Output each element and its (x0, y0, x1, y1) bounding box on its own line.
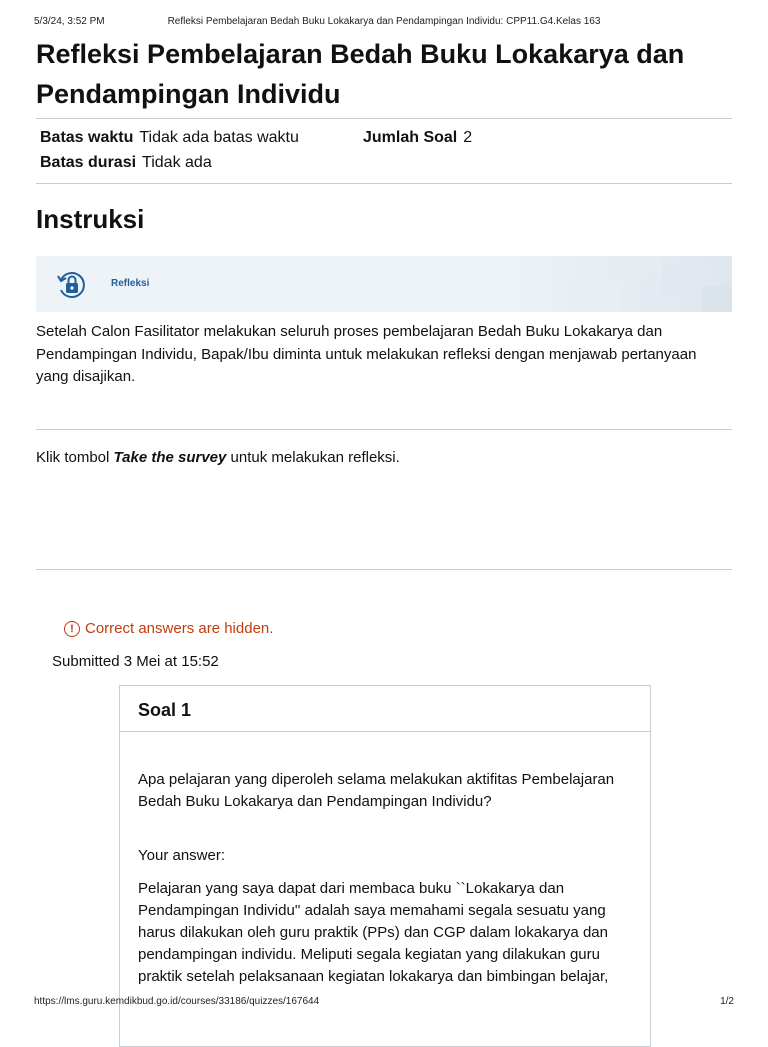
submitted-timestamp: Submitted 3 Mei at 15:52 (52, 653, 219, 670)
question-title: Soal 1 (138, 700, 192, 720)
print-header (34, 16, 734, 30)
question-count-label: Jumlah Soal (363, 129, 458, 146)
instruction-click (36, 447, 732, 470)
time-limit-row (40, 129, 299, 147)
divider (36, 569, 732, 570)
question-header (120, 686, 650, 732)
click-prefix: Klik tombol (36, 448, 114, 466)
question-count-value: 2 (463, 129, 473, 146)
banner-decoration (702, 286, 732, 312)
duration-value: Tidak ada (142, 154, 212, 171)
print-footer (34, 996, 734, 1010)
answer-label: Your answer: (138, 847, 225, 864)
exclamation-circle-icon: ! (64, 621, 80, 637)
quiz-content (36, 34, 732, 570)
alert-text: Correct answers are hidden. (85, 620, 274, 637)
answer-text: Pelajaran yang saya dapat dari membaca buku ``Lokakarya dan Pendampingan Individu'' adalah saya memahami segala sesuatu yang harus dilakukan oleh guru praktik (PPs) dan CGP dalam lokakarya dan pendampingan individu. Meliputi segala kegiatan yang dilakukan guru praktik setelah pelaksanaan kegiatan lokakarya dan bimbingan belajar, (138, 880, 609, 985)
instructions-heading: Instruksi (36, 204, 145, 234)
duration-row (40, 154, 212, 172)
duration-label: Batas durasi (40, 154, 137, 171)
question-card (119, 685, 651, 1047)
refresh-lock-icon (55, 268, 89, 302)
reflection-banner (36, 256, 732, 312)
print-datetime: 5/3/24, 3:52 PM (34, 16, 105, 27)
quiz-meta (36, 119, 732, 183)
question-text: Apa pelajaran yang diperoleh selama melakukan aktifitas Pembelajaran Bedah Buku Lokakarya dan Pendampingan Individu? (138, 771, 615, 810)
print-page-number: 1/2 (720, 996, 734, 1007)
banner-label: Refleksi (111, 278, 150, 289)
question-count-row (363, 129, 472, 147)
print-doc-title: Refleksi Pembelajaran Bedah Buku Lokakarya dan Pendampingan Individu: CPP11.G4.Kelas 163 (167, 16, 601, 27)
banner-decoration (622, 256, 662, 274)
banner-decoration (562, 282, 622, 312)
instruction-paragraph: Setelah Calon Fasilitator melakukan seluruh proses pembelajaran Bedah Buku Lokakarya dan Pendampingan Individu, Bapak/Ibu diminta untuk melakukan refleksi dengan menjawab pertanyaan yang disajikan. (36, 323, 697, 385)
click-suffix: untuk melakukan refleksi. (226, 448, 400, 466)
print-url: https://lms.guru.kemdikbud.go.id/courses/33186/quizzes/167644 (34, 996, 320, 1007)
page-title: Refleksi Pembelajaran Bedah Buku Lokakarya dan Pendampingan Individu (36, 39, 685, 109)
correct-answers-alert (64, 620, 273, 637)
time-limit-label: Batas waktu (40, 129, 134, 146)
time-limit-value: Tidak ada batas waktu (139, 129, 299, 146)
take-the-survey-text: Take the survey (113, 448, 227, 466)
